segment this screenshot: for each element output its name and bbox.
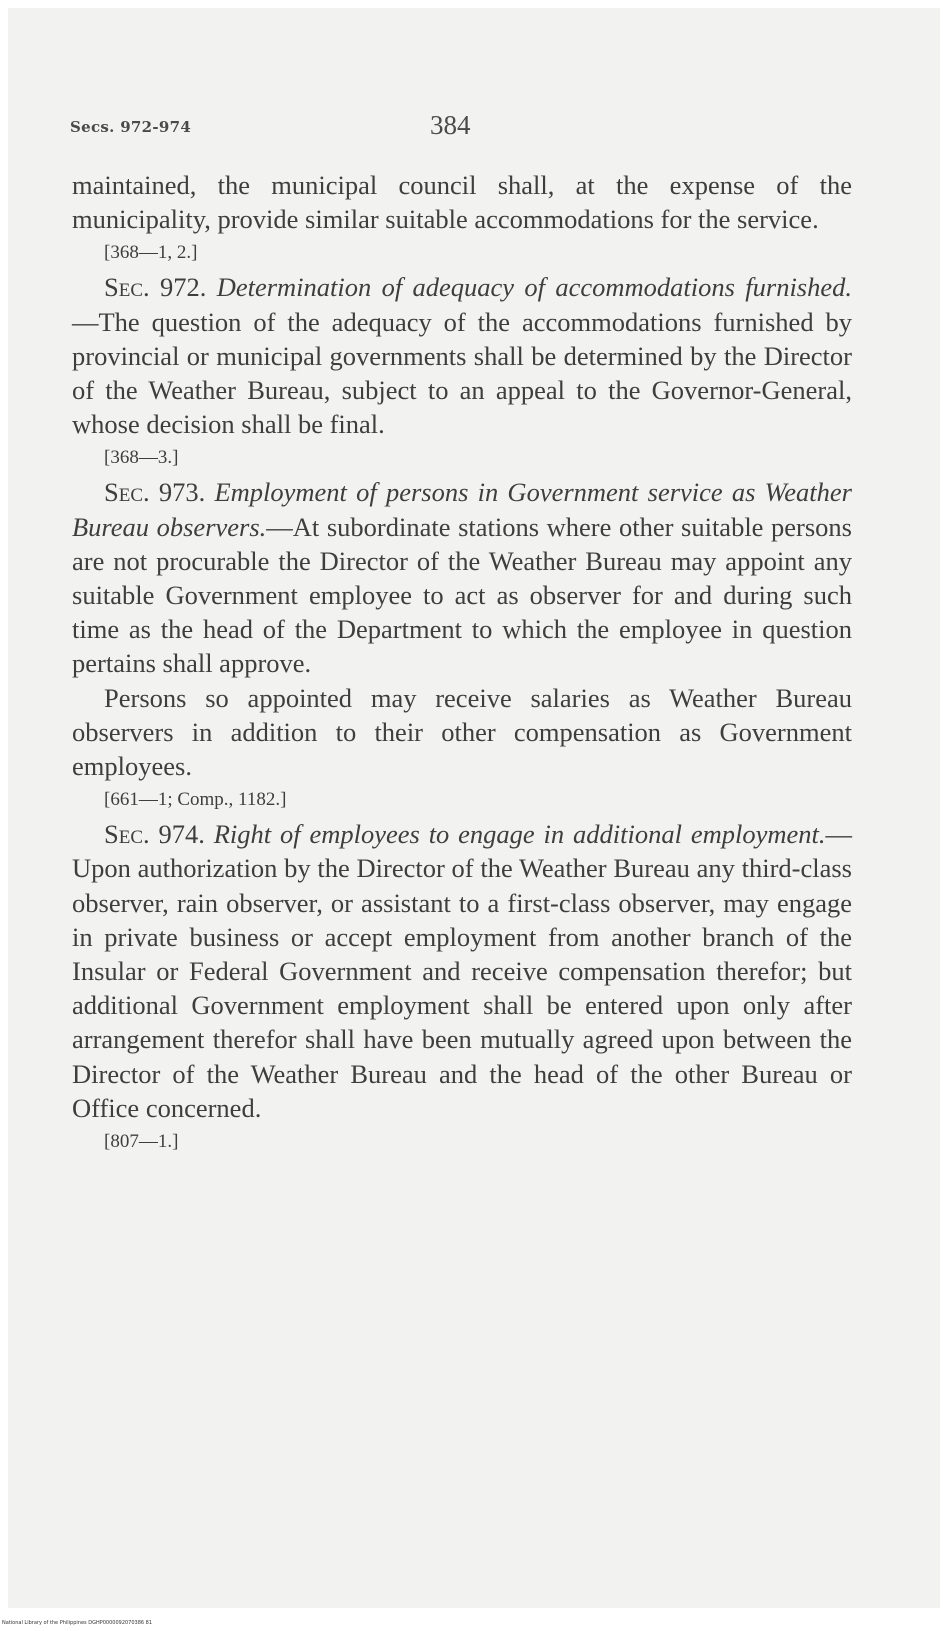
section-title: Right of employees to engage in additional employment. [213, 819, 826, 850]
section-title: Determination of adequacy of accommodations furnished. [216, 272, 853, 303]
section-973-paragraph-2: Persons so appointed may receive salaries as Weather Bureau observers in addition to their other compensation as Government employees. [72, 682, 852, 782]
continuation-paragraph: maintained, the municipal council shall, at the expense of the municipality, provide similar suitable accommodations for the service. [72, 170, 852, 235]
section-title: Employment of persons in Government service as Weather Bureau observers. [72, 477, 852, 542]
page-number: 384 [430, 110, 471, 140]
citation: [661—1; Comp., 1182.] [104, 789, 287, 811]
section-label: Sec. 973. [104, 477, 206, 508]
section-974 [72, 817, 852, 1125]
citation: [807—1.] [104, 1131, 179, 1153]
section-body: —Upon authorization by the Director of the Weather Bureau any third-class observer, rain observer, or assistant to a first-class observer, may engage in private business or accept employment from another branch of the Insular or Federal Government and receive compensation therefor; but additional Government employment shall be entered upon only after arrangement therefor shall have been mutually agreed upon between the Director of the Weather Bureau and the head of the other Bureau or Office concerned. [72, 819, 852, 1123]
section-body: —At subordinate stations where other suitable persons are not procurable the Director of the Weather Bureau may appoint any suitable Government employee to act as observer for and during such time as the head of the Department to which the employee in question pertains shall approve. [72, 511, 852, 679]
citation: [368—3.] [104, 447, 179, 469]
section-973 [72, 475, 852, 680]
page-body [72, 168, 852, 1159]
running-header-sections: Secs. 972-974 [70, 118, 192, 136]
section-label: Sec. 974. [104, 819, 205, 850]
section-body: —The question of the adequacy of the accommodations furnished by provincial or municipal governments shall be determined by the Director of the Weather Bureau, subject to an appeal to the Governor-General, whose decision shall be final. [72, 306, 852, 440]
section-972 [72, 270, 852, 441]
citation: [368—1, 2.] [104, 242, 198, 264]
scan-footer: National Library of the Philippines DGHP0000092070386 81 [2, 1620, 153, 1626]
section-label: Sec. 972. [104, 272, 207, 303]
